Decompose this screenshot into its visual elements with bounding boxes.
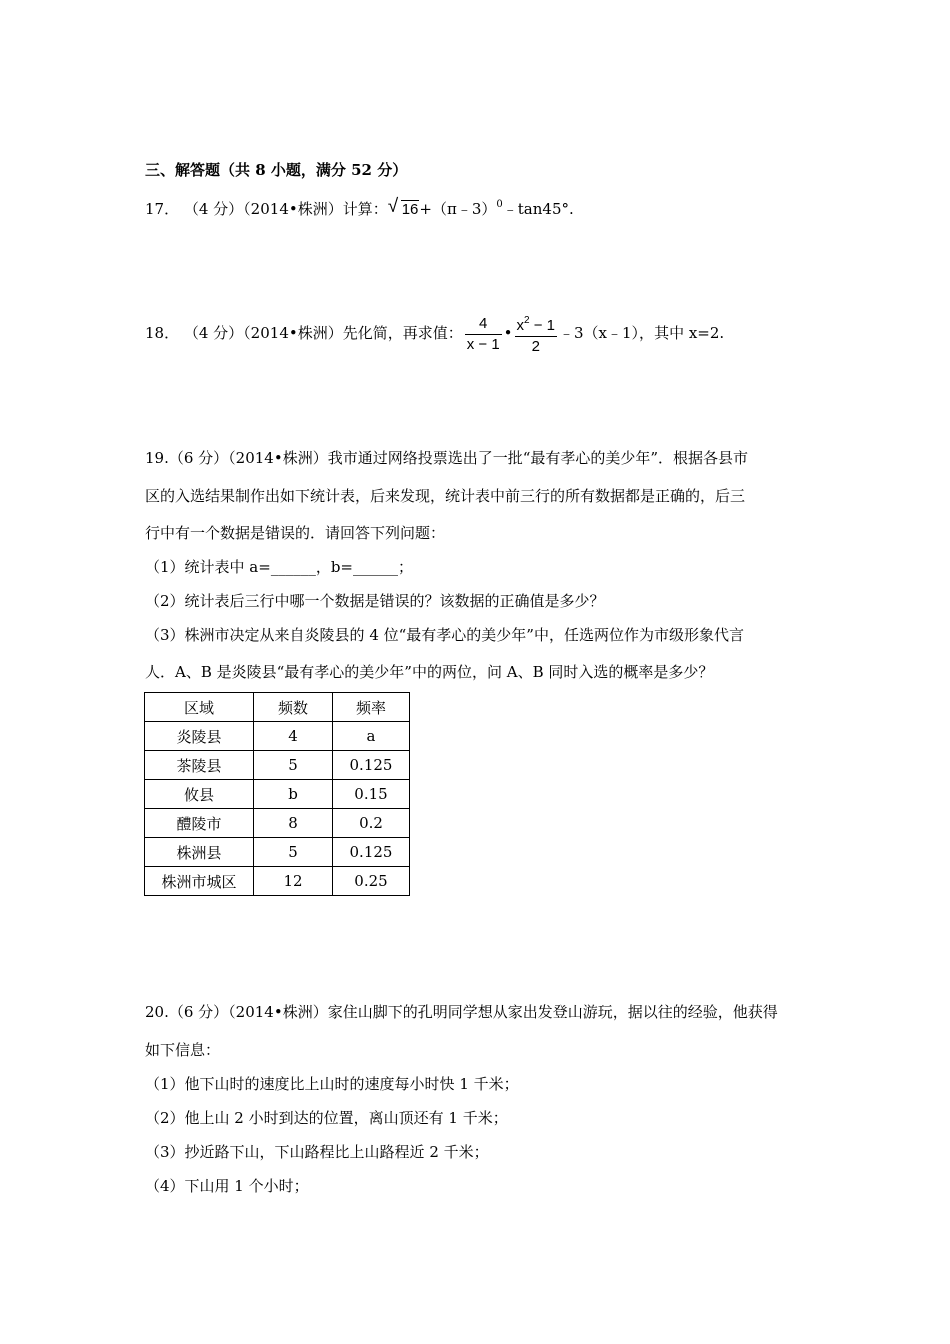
radical-sign-icon: √ (387, 196, 399, 217)
table-cell: 0.125 (333, 751, 410, 780)
q20-item-4: （4）下山用 1 个小时； (145, 1177, 309, 1195)
question-17 (145, 195, 574, 220)
table-cell: 12 (254, 867, 333, 896)
q20-item-1: （1）他下山时的速度比上山时的速度每小时快 1 千米； (145, 1075, 519, 1093)
q19-sub-1: （1）统计表中 a=______，b=______； (145, 558, 413, 576)
q18-fraction-2 (515, 312, 558, 356)
table-row (145, 838, 410, 867)
table-header-row (145, 693, 410, 722)
q17-number: 17． (145, 200, 180, 218)
q18-frac2-exp: 2 (524, 315, 530, 326)
table-cell: 4 (254, 722, 333, 751)
q18-fraction-1 (465, 315, 502, 354)
q17-radicand: 16 (401, 201, 419, 218)
table-cell: 0.2 (333, 809, 410, 838)
q18-frac2-base: x (516, 317, 525, 334)
table-cell: 茶陵县 (145, 751, 254, 780)
q18-number: 18． (145, 324, 180, 342)
table-row (145, 809, 410, 838)
table-cell: 炎陵县 (145, 722, 254, 751)
table-cell: 醴陵市 (145, 809, 254, 838)
q18-frac1-numerator: 4 (465, 315, 502, 335)
q18-frac1-denominator: x − 1 (466, 335, 500, 353)
table-cell: 0.15 (333, 780, 410, 809)
q17-rest-a: +（π﹣3） (419, 200, 497, 218)
q18-meta: （4 分）（2014•株洲）先化简，再求值： (183, 324, 463, 342)
table-cell: 5 (254, 838, 333, 867)
question-18 (145, 312, 724, 356)
table-cell: 5 (254, 751, 333, 780)
q17-meta: （4 分）（2014•株洲）计算： (183, 200, 388, 218)
q20-line-2: 如下信息： (145, 1041, 221, 1059)
q18-frac2-numerator (515, 312, 558, 337)
q20-item-3: （3）抄近路下山，下山路程比上山路程近 2 千米； (145, 1143, 489, 1161)
q20-item-2: （2）他上山 2 小时到达的位置，离山顶还有 1 千米； (145, 1109, 508, 1127)
q19-line-3: 行中有一个数据是错误的．请回答下列问题： (145, 524, 446, 542)
table-row (145, 722, 410, 751)
table-cell: b (254, 780, 333, 809)
table-cell: 攸县 (145, 780, 254, 809)
stats-table (144, 692, 410, 896)
q19-line-2: 区的入选结果制作出如下统计表，后来发现，统计表中前三行的所有数据都是正确的，后三 (145, 487, 746, 505)
q17-exponent: 0 (496, 199, 503, 210)
table-row (145, 780, 410, 809)
q19-line-1: 19.（6 分）（2014•株洲）我市通过网络投票选出了一批“最有孝心的美少年”．根据各县市 (145, 449, 749, 467)
q17-sqrt (387, 196, 420, 220)
q19-sub-2: （2）统计表后三行中哪一个数据是错误的？该数据的正确值是多少？ (145, 592, 605, 610)
table-cell: 0.25 (333, 867, 410, 896)
table-header-cell: 频率 (333, 693, 410, 722)
table-cell: 8 (254, 809, 333, 838)
q18-tail: ﹣3（x﹣1），其中 x=2. (559, 324, 725, 342)
table-row (145, 867, 410, 896)
table-cell: 株洲县 (145, 838, 254, 867)
q18-frac2-rest: − 1 (529, 317, 556, 334)
q19-sub-3b: 人．A、B 是炎陵县“最有孝心的美少年”中的两位，问 A、B 同时入选的概率是多少？ (145, 663, 714, 681)
q18-dot: • (503, 324, 513, 342)
q17-rest-b: ﹣tan45°. (502, 200, 574, 218)
table-header-cell: 区域 (145, 693, 254, 722)
q18-frac2-denominator: 2 (531, 338, 540, 355)
q20-line-1: 20.（6 分）（2014•株洲）家住山脚下的孔明同学想从家出发登山游玩，据以往的经验，他获得 (145, 1003, 778, 1021)
section-title: 三、解答题（共 8 小题，满分 52 分） (145, 161, 408, 179)
q19-sub-3a: （3）株洲市决定从来自炎陵县的 4 位“最有孝心的美少年”中，任选两位作为市级形象代言 (145, 626, 744, 644)
table-cell: a (333, 722, 410, 751)
table-cell: 0.125 (333, 838, 410, 867)
table-cell: 株洲市城区 (145, 867, 254, 896)
table-row (145, 751, 410, 780)
table-header-cell: 频数 (254, 693, 333, 722)
